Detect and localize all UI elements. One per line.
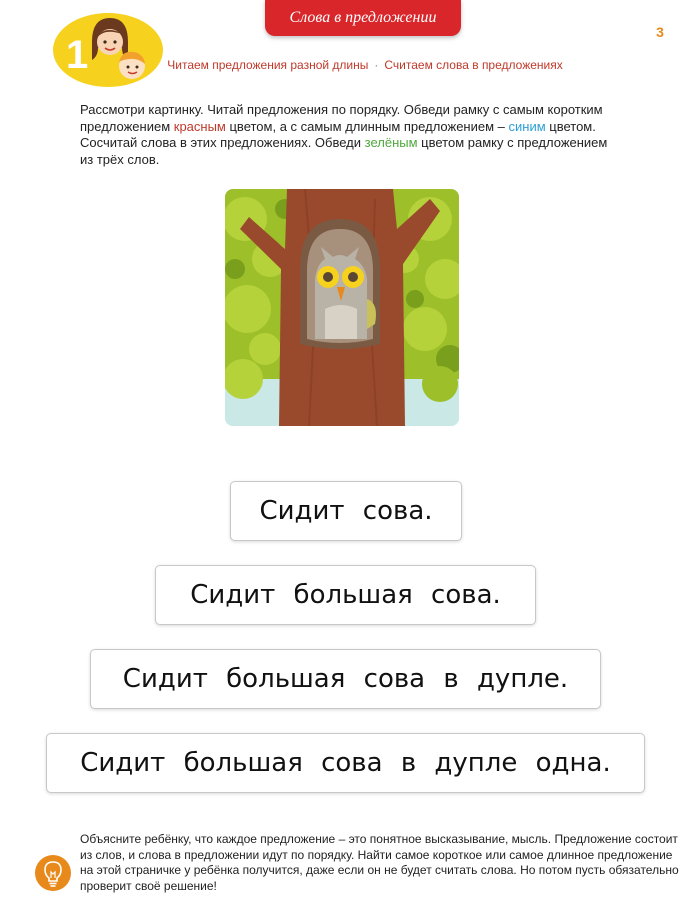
sentence-text-3: Сидит большая сова в дупле. — [122, 664, 569, 694]
instructions-blue-word: синим — [508, 118, 546, 134]
instructions-part-4: цветом рамку с предложением из трёх слов. — [80, 135, 608, 167]
task-instructions — [80, 102, 620, 168]
instructions-part-3: цветом. Сосчитай слова в этих предложениях. Обведи — [80, 118, 596, 150]
subtitle-right: Считаем слова в предложениях — [384, 58, 563, 72]
subtitle-left: Читаем предложения разной длины — [167, 58, 369, 72]
instructions-red-word: красным — [173, 118, 226, 134]
lesson-subtitle — [150, 58, 580, 72]
boy-face-icon — [119, 52, 145, 79]
section-title: Слова в предложении — [289, 9, 437, 26]
instructions-part-2: цветом, а с самым длинным предложением – — [225, 118, 509, 134]
instructions-green-word: зелёным — [364, 135, 418, 150]
section-badge-icon — [52, 12, 164, 88]
sentence-text-1: Сидит сова. — [259, 496, 433, 526]
section-title-tab — [265, 0, 461, 36]
page-number: 3 — [656, 24, 664, 40]
sentence-frame-4[interactable] — [46, 733, 645, 793]
sentence-text-4: Сидит большая сова в дупле одна. — [80, 748, 611, 778]
owl-in-tree-illustration — [225, 189, 459, 426]
instructions-part-1: Рассмотри картинку. Читай предложения по порядку. Обведи рамку с самым коротким предложением — [80, 102, 603, 134]
lightbulb-icon — [34, 854, 72, 892]
sentence-text-2: Сидит большая сова. — [190, 580, 501, 610]
subtitle-separator: · — [374, 58, 379, 72]
sentence-frame-2[interactable] — [155, 565, 536, 625]
parent-note: Объясните ребёнку, что каждое предложение – это понятное высказывание, мысль. Предложение состоит из слов, и слова в предложении идут по порядку. Найти самое короткое или самое длинное предложение на этой страничке у ребёнка получится, даже если он не будет считать слова. Но потом пусть обязательно проверит своё решение! — [80, 832, 679, 893]
sentence-frame-3[interactable] — [90, 649, 601, 709]
badge-number: 1 — [66, 33, 89, 77]
sentence-frame-1[interactable] — [230, 481, 462, 541]
